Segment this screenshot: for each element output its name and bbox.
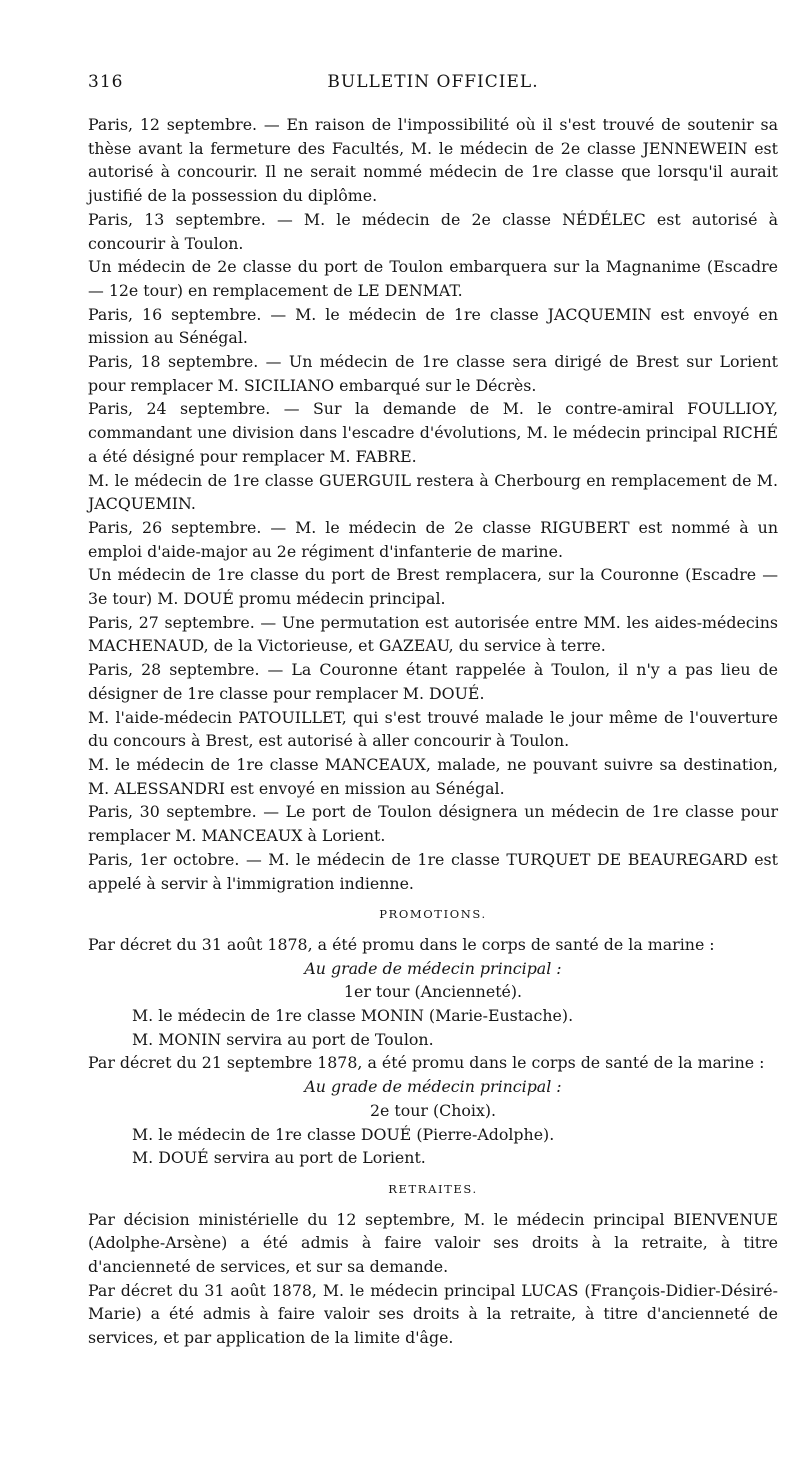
paragraph: Paris, 30 septembre. — Le port de Toulon désignera un médecin de 1re classe pour remplacer M. MANCEAUX à Lorient. — [88, 802, 778, 846]
decree-text: Par décret du 21 septembre 1878, a été promu dans le corps de santé de la marine : — [88, 1053, 765, 1073]
grade-heading: Au grade de médecin principal : — [304, 1077, 562, 1097]
paragraph: Paris, 24 septembre. — Sur la demande de M. le contre-amiral FOULLIOY, commandant une division dans l'escadre d'évolutions, M. le médecin principal RICHÉ a été désigné pour remplacer M. FABRE. — [88, 399, 778, 466]
promotion-line: M. le médecin de 1re classe DOUÉ (Pierre-Adolphe). — [132, 1124, 555, 1144]
decree-text: Par décret du 31 août 1878, a été promu dans le corps de santé de la marine : — [88, 934, 715, 954]
tour-line: 2e tour (Choix). — [369, 1100, 497, 1120]
grade-heading: Au grade de médecin principal : — [304, 958, 562, 978]
paragraph: M. le médecin de 1re classe MANCEAUX, malade, ne pouvant suivre sa destination, M. ALESSANDRI est envoyé en mission au Sénégal. — [88, 754, 778, 798]
paragraph: Paris, 16 septembre. — M. le médecin de 1re classe JACQUEMIN est envoyé en mission au Sénégal. — [88, 304, 778, 348]
section-heading-retraites: RETRAITES. — [388, 1181, 478, 1196]
paragraph: M. l'aide-médecin PATOUILLET, qui s'est trouvé malade le jour même de l'ouverture du concours à Brest, est autorisé à aller concourir à Toulon. — [88, 707, 778, 751]
paragraph: Par décret du 31 août 1878, M. le médecin principal LUCAS (François-Didier-Désiré-Marie) a été admis à faire valoir ses droits à la retraite, à titre d'ancienneté de services, et par application de la limite d'âge. — [88, 1280, 778, 1348]
section-heading-promotions: PROMOTIONS. — [379, 907, 487, 922]
promotion-line: M. MONIN servira au port de Toulon. — [132, 1029, 434, 1049]
paragraph: Paris, 18 septembre. — Un médecin de 1re classe sera dirigé de Brest sur Lorient pour remplacer M. SICILIANO embarqué sur le Décrès. — [88, 352, 778, 395]
page-number: 316 — [88, 72, 124, 92]
paragraph: Paris, 13 septembre. — M. le médecin de 2e classe NÉDÉLEC est autorisé à concourir à Toulon. — [88, 209, 778, 253]
paragraph: M. le médecin de 1re classe GUERGUIL restera à Cherbourg en remplacement de M. JACQUEMIN. — [88, 470, 778, 514]
paragraph: Paris, 12 septembre. — En raison de l'impossibilité où il s'est trouvé de soutenir sa thèse avant la fermeture des Facultés, M. le médecin de 2e classe JENNEWEIN est autorisé à concourir. Il ne serait nommé médecin de 1re classe que lorsqu'il aurait justifié de la possession du diplôme. — [88, 115, 778, 206]
paragraph: Paris, 27 septembre. — Une permutation est autorisée entre MM. les aides-médecins MACHENAUD, de la Victorieuse, et GAZEAU, du service à terre. — [88, 612, 778, 656]
paragraph: Un médecin de 1re classe du port de Brest remplacera, sur la Couronne (Escadre — 3e tour) M. DOUÉ promu médecin principal. — [88, 565, 778, 609]
document-body — [88, 113, 778, 1350]
page-header — [88, 72, 778, 96]
promotion-line: M. DOUÉ servira au port de Lorient. — [132, 1148, 426, 1168]
tour-line: 1er tour (Ancienneté). — [343, 982, 523, 1002]
paragraph: Paris, 1er octobre. — M. le médecin de 1re classe TURQUET DE BEAUREGARD est appelé à servir à l'immigration indienne. — [88, 849, 778, 893]
promotion-line: M. le médecin de 1re classe MONIN (Marie-Eustache). — [132, 1006, 574, 1026]
running-title: BULLETIN OFFICIEL. — [327, 72, 539, 92]
paragraph: Paris, 26 septembre. — M. le médecin de 2e classe RIGUBERT est nommé à un emploi d'aide-major au 2e régiment d'infanterie de marine. — [88, 517, 778, 561]
paragraph: Par décision ministérielle du 12 septembre, M. le médecin principal BIENVENUE (Adolphe-Arsène) a été admis à faire valoir ses droits à la retraite, à titre d'ancienneté de services, et sur sa demande. — [88, 1209, 778, 1277]
paragraph: Un médecin de 2e classe du port de Toulon embarquera sur la Magnanime (Escadre — 12e tour) en remplacement de LE DENMAT. — [88, 257, 778, 300]
paragraph: Paris, 28 septembre. — La Couronne étant rappelée à Toulon, il n'y a pas lieu de désigner de 1re classe pour remplacer M. DOUÉ. — [88, 660, 778, 703]
